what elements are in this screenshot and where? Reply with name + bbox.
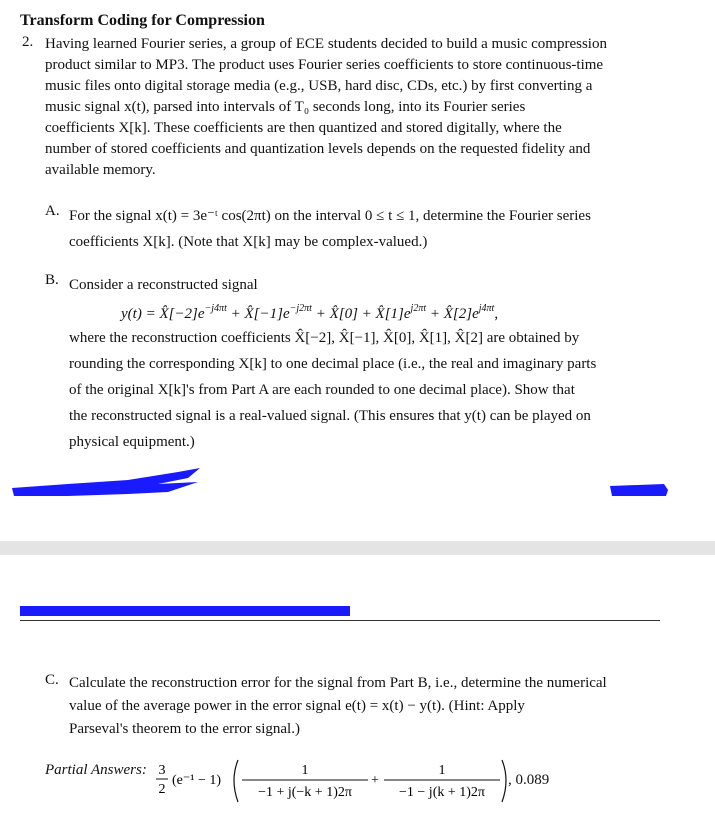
partial-answer-formula	[152, 752, 512, 808]
part-b-text	[69, 272, 679, 455]
part-b-line: of the original X[k]'s from Part A are each rounded to one decimal place). Show that	[69, 382, 575, 398]
problem-line: music files onto digital storage media (e.g., USB, hard disc, CDs, etc.) by first converting a	[45, 78, 593, 94]
part-c-line: value of the average power in the error signal e(t) = x(t) − y(t). (Hint: Apply	[69, 698, 525, 714]
page-title: Transform Coding for Compression	[20, 12, 265, 29]
redaction-scribble	[8, 462, 208, 502]
redaction-mark	[608, 480, 670, 500]
svg-text:2: 2	[158, 782, 166, 797]
partial-answers-label: Partial Answers:	[45, 762, 147, 778]
problem-line: music signal x(t), parsed into intervals of T₀ seconds long, into its Fourier series	[45, 99, 526, 115]
svg-text:−1 − j(k + 1)2π: −1 − j(k + 1)2π	[399, 785, 485, 800]
problem-number: 2.	[22, 34, 34, 50]
problem-statement	[45, 34, 685, 181]
part-b-line: where the reconstruction coefficients X̂[−2], X̂[−1], X̂[0], X̂[1], X̂[2] are obtained by	[69, 330, 580, 346]
part-b-line: physical equipment.)	[69, 434, 195, 450]
problem-line: Having learned Fourier series, a group of ECE students decided to build a music compression	[45, 36, 607, 52]
svg-text:(e⁻¹ − 1): (e⁻¹ − 1)	[172, 773, 222, 788]
svg-text:3: 3	[158, 763, 166, 778]
part-b-line: the reconstructed signal is a real-valued signal. (This ensures that y(t) can be played on	[69, 408, 591, 424]
part-a-line: coefficients X[k]. (Note that X[k] may be complex-valued.)	[69, 234, 428, 250]
reconstruction-equation: $y(t) = X̂[-2]e^{-j4\pi t}$ + $X̂[-1]e^{-j2\pi t}$ + X̂[0] + $X̂[1]e^{j2\pi t}$ + $X̂[2]e^{j4\pi t}$,	[121, 303, 499, 322]
part-a-line: For the signal x(t) = 3e⁻ᵗ cos(2πt) on the interval 0 ≤ t ≤ 1, determine the Fourier series	[69, 208, 591, 224]
part-c-line: Calculate the reconstruction error for the signal from Part B, i.e., determine the numerical	[69, 675, 607, 691]
svg-text:+: +	[371, 773, 379, 788]
redacted-course-header	[20, 600, 350, 622]
part-c-text	[69, 672, 679, 741]
problem-line: coefficients X[k]. These coefficients are then quantized and stored digitally, where the	[45, 120, 562, 136]
part-b-letter: B.	[45, 272, 59, 288]
svg-text:−1 + j(−k + 1)2π: −1 + j(−k + 1)2π	[258, 785, 352, 800]
header-rule	[20, 620, 660, 621]
svg-text:1: 1	[301, 763, 309, 778]
part-a-text	[69, 203, 679, 255]
part-c-line: Parseval's theorem to the error signal.)	[69, 721, 300, 737]
problem-line: available memory.	[45, 162, 156, 178]
part-b-line: rounding the corresponding X[k] to one decimal place (i.e., the real and imaginary parts	[69, 356, 597, 372]
svg-text:1: 1	[438, 763, 446, 778]
problem-line: number of stored coefficients and quantization levels depends on the requested fidelity and	[45, 141, 591, 157]
part-c-letter: C.	[45, 672, 59, 688]
page-break-band	[0, 541, 715, 555]
part-a-letter: A.	[45, 203, 60, 219]
problem-line: product similar to MP3. The product uses Fourier series coefficients to store continuous-time	[45, 57, 604, 73]
partial-answer-value: , 0.089	[508, 772, 550, 788]
part-b-intro: Consider a reconstructed signal	[69, 277, 258, 293]
